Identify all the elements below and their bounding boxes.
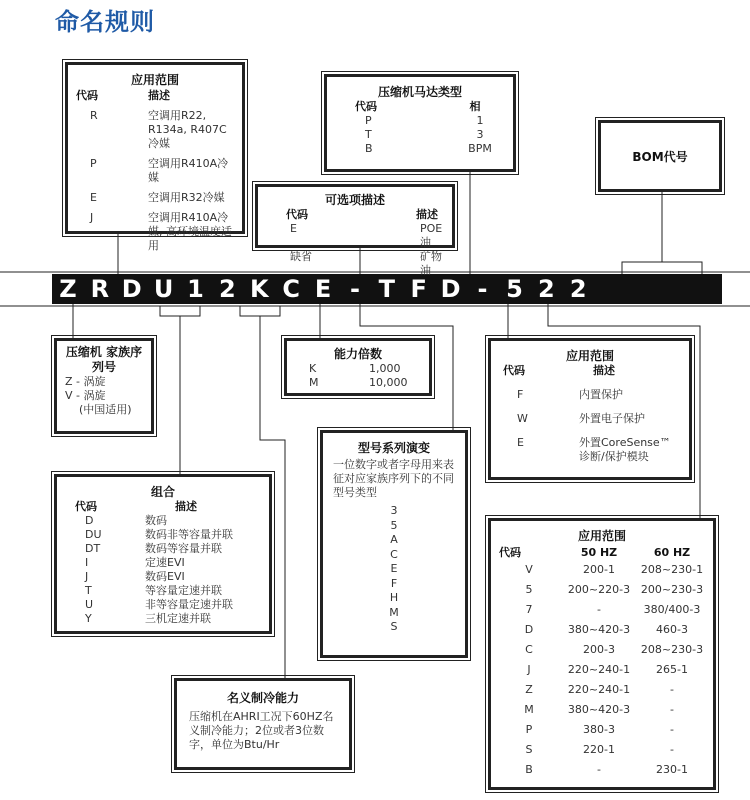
series-code: 5 xyxy=(390,518,398,532)
table-row xyxy=(499,720,705,740)
row-50hz: 220~240-1 xyxy=(567,683,631,696)
bom-box xyxy=(598,120,722,192)
series-code: 3 xyxy=(390,504,398,517)
family-box xyxy=(54,338,154,434)
table-row xyxy=(297,376,419,390)
row-code: S xyxy=(525,743,533,756)
family-line: V - 涡旋 xyxy=(65,389,106,402)
row-desc: 空调用R32冷媒 xyxy=(148,191,225,204)
header-desc: 描述 xyxy=(175,500,197,513)
row-code: 7 xyxy=(525,603,533,616)
table-row xyxy=(499,660,705,680)
row-code: E xyxy=(90,191,97,204)
table-row xyxy=(499,740,705,760)
box-title: 能力倍数 xyxy=(333,347,382,361)
row-desc: 数码非等容量并联 xyxy=(145,528,233,541)
page-title: 命名规则 xyxy=(55,8,155,36)
row-code: I xyxy=(85,556,89,569)
table-row xyxy=(503,388,677,402)
row-desc: 空调用R410A冷媒 xyxy=(148,157,229,184)
row-desc: 外置CoreSense™诊断/保护模块 xyxy=(579,436,671,463)
code-char: Z xyxy=(59,275,77,303)
code-char: K xyxy=(249,275,269,303)
row-desc: 数码等容量并联 xyxy=(145,542,222,555)
row-code: P xyxy=(90,157,97,170)
row-code: M xyxy=(524,703,534,716)
code-char: 1 xyxy=(187,275,204,303)
row-60hz: 460-3 xyxy=(656,623,688,636)
row-code: W xyxy=(517,412,528,425)
row-60hz: - xyxy=(670,703,674,716)
box-title: 应用范围 xyxy=(565,349,614,363)
nominal-desc: 压缩机在AHRI工况下60HZ名义制冷能力；2位或者3位数字，单位为Btu/Hr xyxy=(189,710,334,751)
row-code: E xyxy=(290,222,297,235)
row-50hz: 200~220-3 xyxy=(567,583,631,596)
table-row xyxy=(67,570,259,584)
row-phase: 3 xyxy=(476,128,484,141)
row-desc: 定速EVI xyxy=(145,556,185,569)
row-desc: 内置保护 xyxy=(579,388,623,401)
table-row xyxy=(67,542,259,556)
row-desc: 矿物油 xyxy=(420,250,442,277)
code-char: 2 xyxy=(537,275,555,303)
table-row xyxy=(297,362,419,376)
header-code: 代码 xyxy=(503,364,525,377)
header-code: 代码 xyxy=(76,89,98,102)
nominal-capacity-box xyxy=(174,678,352,770)
code-char: 2 xyxy=(219,275,236,303)
code-char: - xyxy=(477,275,488,303)
box-title: 可选项描述 xyxy=(324,193,385,207)
row-code: U xyxy=(85,598,94,611)
table-row xyxy=(67,612,259,626)
series-code: H xyxy=(389,591,399,604)
row-code: P xyxy=(525,723,533,736)
box-title: 应用范围 xyxy=(577,529,626,543)
table-row xyxy=(499,620,705,640)
application-range-box xyxy=(65,62,245,252)
row-50hz: 220~240-1 xyxy=(567,663,631,676)
row-60hz: - xyxy=(670,723,674,736)
model-series-box xyxy=(320,430,468,658)
header-60hz: 60 HZ xyxy=(653,546,691,559)
header-code: 代码 xyxy=(499,546,521,559)
row-code: D xyxy=(524,623,534,636)
row-code: T xyxy=(365,128,372,141)
table-row xyxy=(337,114,503,128)
code-char: D xyxy=(440,275,461,303)
table-row xyxy=(503,436,677,464)
row-value: 10,000 xyxy=(369,376,408,389)
box-title: 压缩机马达类型 xyxy=(377,85,462,99)
row-code: P xyxy=(365,114,372,127)
header-50hz: 50 HZ xyxy=(580,546,618,559)
row-50hz: - xyxy=(597,603,601,616)
table-row xyxy=(499,580,705,600)
table-row xyxy=(266,250,444,278)
row-50hz: 380-3 xyxy=(583,723,615,736)
code-char: D xyxy=(121,275,142,303)
table-row xyxy=(337,142,503,156)
row-desc: 外置电子保护 xyxy=(579,412,645,425)
row-desc: POE油 xyxy=(420,222,443,249)
row-50hz: - xyxy=(597,763,601,776)
table-row xyxy=(67,556,259,570)
row-code: J xyxy=(90,211,94,224)
table-row xyxy=(266,222,444,250)
code-char: - xyxy=(349,275,360,303)
row-60hz: 230-1 xyxy=(656,763,688,776)
row-code: J xyxy=(527,663,531,676)
header-code: 代码 xyxy=(355,100,377,113)
table-row xyxy=(76,211,234,253)
row-desc: 数码EVI xyxy=(145,570,185,583)
code-char: T xyxy=(378,275,396,303)
row-desc: 三机定速并联 xyxy=(145,612,211,625)
table-row xyxy=(499,640,705,660)
row-code: J xyxy=(85,570,89,583)
option-box xyxy=(255,184,455,277)
table-row xyxy=(499,700,705,720)
row-code: 5 xyxy=(525,583,533,596)
row-code: DT xyxy=(85,542,101,555)
header-desc: 描述 xyxy=(593,364,615,377)
row-code: Y xyxy=(85,612,92,625)
table-row xyxy=(503,412,677,426)
row-code: M xyxy=(309,376,319,389)
header-desc: 描述 xyxy=(416,208,438,221)
row-60hz: - xyxy=(670,683,674,696)
table-row xyxy=(76,109,234,151)
code-char: C xyxy=(282,275,300,303)
series-code: M xyxy=(389,605,399,619)
code-char: 2 xyxy=(569,275,587,303)
table-row xyxy=(67,584,259,598)
row-code: B xyxy=(365,142,373,155)
table-row xyxy=(67,528,259,542)
box-title: 型号系列演变 xyxy=(357,441,430,455)
row-50hz: 380~420-3 xyxy=(567,703,631,716)
table-row xyxy=(67,514,259,528)
row-code: C xyxy=(525,643,533,656)
table-row xyxy=(499,560,705,580)
box-title: 应用范围 xyxy=(130,73,179,87)
row-phase: 1 xyxy=(476,114,484,127)
row-code: DU xyxy=(85,528,102,541)
box-title: BOM代号 xyxy=(632,149,688,164)
row-desc: 非等容量定速并联 xyxy=(145,598,233,611)
protection-box xyxy=(488,338,692,480)
row-code: F xyxy=(517,388,524,401)
row-60hz: 208~230-3 xyxy=(640,643,704,656)
code-char: U xyxy=(153,275,174,303)
row-50hz: 200-3 xyxy=(583,643,615,656)
row-desc: 空调用R410A冷媒, 高环境温度适用 xyxy=(148,211,232,252)
voltage-range-box xyxy=(488,518,716,790)
header-code: 代码 xyxy=(75,500,97,513)
model-code-bar xyxy=(52,274,722,304)
table-row xyxy=(76,191,234,205)
row-desc: 等容量定速并联 xyxy=(145,584,222,597)
header-code: 代码 xyxy=(286,208,308,221)
row-code: K xyxy=(309,362,317,375)
table-row xyxy=(67,598,259,612)
model-series-desc: 一位数字或者字母用来表征对应家族序列下的不同型号类型 xyxy=(333,458,454,499)
box-title: 压缩机 家族序列号 xyxy=(65,345,143,374)
table-row xyxy=(76,157,234,185)
row-phase: BPM xyxy=(468,142,492,155)
row-60hz: 265-1 xyxy=(656,663,688,676)
row-60hz: 200~230-3 xyxy=(640,583,704,596)
capacity-multiplier-box xyxy=(284,338,432,396)
row-code: D xyxy=(85,514,94,527)
motor-type-box xyxy=(324,74,516,172)
row-value: 1,000 xyxy=(369,362,401,375)
code-char: F xyxy=(410,275,427,303)
table-row xyxy=(337,128,503,142)
table-row xyxy=(499,760,705,780)
series-code: A xyxy=(390,533,398,546)
series-code: E xyxy=(390,562,398,575)
family-line: (中国适用) xyxy=(79,403,132,416)
row-code: R xyxy=(90,109,98,122)
table-row xyxy=(499,600,705,620)
header-phase: 相 xyxy=(469,100,481,113)
row-60hz: - xyxy=(670,743,674,756)
row-50hz: 200-1 xyxy=(583,563,615,576)
series-code: F xyxy=(390,576,398,590)
row-code: V xyxy=(525,563,533,576)
box-title: 名义制冷能力 xyxy=(226,691,299,705)
row-code: B xyxy=(525,763,533,776)
box-title: 组合 xyxy=(150,485,175,499)
row-code: E xyxy=(517,436,524,449)
header-desc: 描述 xyxy=(148,89,170,102)
row-60hz: 208~230-1 xyxy=(640,563,704,576)
code-char: E xyxy=(314,275,332,303)
code-char: 5 xyxy=(506,275,523,303)
series-code: S xyxy=(390,620,398,633)
row-desc: 数码 xyxy=(145,514,167,527)
code-char: R xyxy=(90,275,110,303)
family-line: Z - 涡旋 xyxy=(65,375,106,388)
row-60hz: 380/400-3 xyxy=(643,603,701,616)
row-50hz: 220-1 xyxy=(583,743,615,756)
row-code: Z xyxy=(525,683,533,696)
row-50hz: 380~420-3 xyxy=(567,623,631,636)
row-code: 缺省 xyxy=(290,250,312,263)
combination-box xyxy=(54,474,272,634)
row-code: T xyxy=(85,584,92,597)
table-row xyxy=(499,680,705,700)
series-code: C xyxy=(390,547,398,561)
row-desc: 空调用R22, R134a, R407C冷媒 xyxy=(148,109,227,150)
